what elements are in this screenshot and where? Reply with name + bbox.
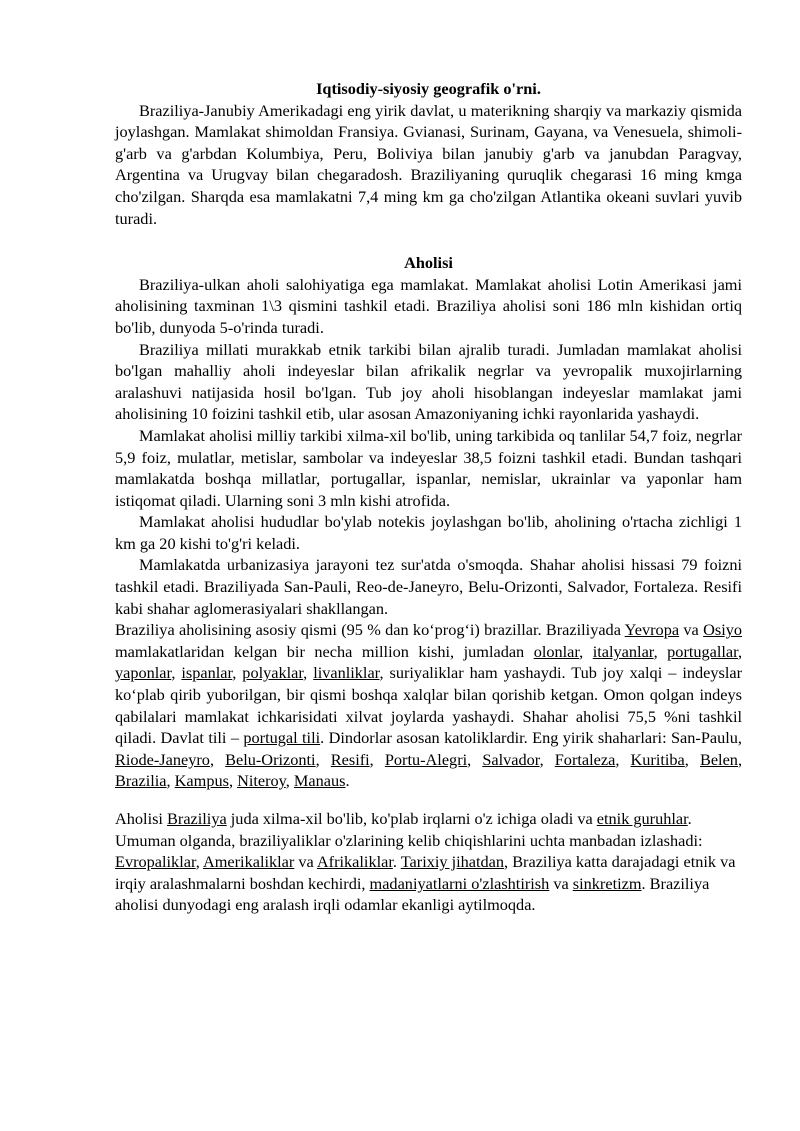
link-italyanlar[interactable]: italyanlar: [592, 641, 654, 661]
link-olonlar[interactable]: olonlar: [533, 641, 580, 661]
link-kampus[interactable]: Kampus: [174, 771, 229, 791]
paragraph-brazilians: Braziliya aholisining asosiy qismi (95 % dan ko‘prog‘i) brazillar. Braziliyada Yevropa va Osiyo mamlakatlaridan kelgan bir necha million kishi, jumladan olonlar, italyanlar, portugallar, yaponlar, ispanlar, polyaklar, livanliklar, suriyaliklar ham yashaydi. Tub joy xalqi – indeyslar ko‘plab qirib yuborilgan, bir qismi boshqa xalqlar bilan qorishib ketgan. Omon qolgan indeys qabilalari mamlakat ichkarisidati xilvat joylarda yashaydi. Shahar aholisi 75,5 %ni tashkil qiladi. Davlat tili – portugal tili. Dindorlar asosan katoliklardir. Eng yirik shaharlari: San-Paulu, Riode-Janeyro, Belu-Orizonti, Resifi, Portu-Alegri, Salvador, Fortaleza, Kuritiba, Belen, Brazilia, Kampus, Niteroy, Manaus.: [115, 620, 743, 791]
link-portugallar[interactable]: portugallar: [667, 641, 738, 661]
link-portu-alegri[interactable]: Portu-Alegri: [384, 749, 468, 769]
paragraph-urbanization: Mamlakatda urbanizasiya jarayoni tez sur'atda o'smoqda. Shahar aholisi hissasi 79 foizni tashkil etadi. Braziliyada San-Pauli, Reo-de-Janeyro, Belu-Orizonti, Salvador, Fortaleza. Resifi kabi shahar aglomerasiyalari shakllangan.: [115, 555, 742, 618]
paragraph-ethnic-composition: Braziliya millati murakkab etnik tarkibi bilan ajralib turadi. Jumladan mamlakat aholisi bo'lgan mahalliy aholi indeyeslar bilan afrikalik negrlar va yevropalik muxojirlarning aralashuvi natijasida hosil bo'lgan. Tub joy aholi hisoblangan indeyeslar mamlakat jami aholisining 10 foizini tashkil etib, ular asosan Amazoniyaning ichki rayonlarida yashaydi.: [115, 339, 742, 424]
link-belen[interactable]: Belen: [699, 749, 738, 769]
link-polyaklar[interactable]: polyaklar: [242, 663, 304, 683]
link-osiyo[interactable]: Osiyo: [703, 620, 742, 640]
intro-paragraph: Braziliya-Janubiy Amerikadagi eng yirik davlat, u materikning sharqiy va markaziy qismida joylashgan. Mamlakat shimoldan Fransiya. Gvianasi, Surinam, Gayana, va Venesuela, shimoli-g'arb va g'arbdan Kolumbiya, Peru, Boliviya bilan janubiy g'arb va janubdan Paragvay, Argentina va Urugvay bilan chegaradosh. Braziliyaning quruqlik chegarasi 16 ming kmga cho'zilgan. Sharqda esa mamlakatni 7,4 ming km ga cho'zilgan Atlantika okeani suvlari yuvib turadi.: [115, 100, 742, 228]
paragraph-national-composition: Mamlakat aholisi milliy tarkibi xilma-xil bo'lib, uning tarkibida oq tanlilar 54,7 foiz, negrlar 5,9 foiz, mulatlar, metislar, sambolar va indeyeslar 38,5 foizni tashkil etadi. Bundan tashqari mamlakatda boshqa millatlar, portugallar, ispanlar, nemislar, ukrainlar va yaponlar ham istiqomat qiladi. Ularning soni 3 mln kishi atrofida.: [115, 425, 742, 510]
section-heading-population: Aholisi: [404, 253, 453, 273]
link-yevropa[interactable]: Yevropa: [624, 620, 680, 640]
link-brazilia[interactable]: Brazilia: [115, 771, 167, 791]
link-belu-orizonti[interactable]: Belu-Orizonti: [225, 749, 316, 769]
document-title: Iqtisodiy-siyosiy geografik o'rni.: [316, 79, 541, 98]
link-madaniyatlarni-ozlashtirish[interactable]: madaniyatlarni o'zlashtirish: [369, 873, 550, 893]
link-amerikaliklar[interactable]: Amerikaliklar: [202, 852, 295, 872]
link-riode-janeyro[interactable]: Riode-Janeyro: [115, 749, 210, 769]
link-yaponlar[interactable]: yaponlar: [115, 663, 172, 683]
link-tarixiy-jihatdan[interactable]: Tarixiy jihatdan: [400, 852, 505, 872]
link-sinkretizm[interactable]: sinkretizm: [572, 873, 642, 893]
link-afrikaliklar[interactable]: Afrikaliklar: [316, 852, 393, 872]
link-niteroy[interactable]: Niteroy: [237, 771, 286, 791]
link-salvador[interactable]: Salvador: [482, 749, 540, 769]
link-braziliya[interactable]: Braziliya: [167, 809, 227, 828]
link-manaus[interactable]: Manaus: [293, 771, 346, 791]
paragraph-ethnic-groups: Aholisi Braziliya juda xilma-xil bo'lib, ko'plab irqlarni o'z ichiga oladi va etnik guruhlar. Umuman olganda, braziliyaliklar o'zlarining kelib chiqishlarini uchta manbadan izlashadi: Evropaliklar, Amerikaliklar va Afrikaliklar. Tarixiy jihatdan, Braziliya katta darajadagi etnik va irqiy aralashmalarni boshdan kechirdi, madaniyatlarni o'zlashtirish va sinkretizm. Braziliya aholisi dunyodagi eng aralash irqli odamlar ekanligi aytilmoqda.: [115, 809, 736, 915]
link-fortaleza[interactable]: Fortaleza: [554, 749, 616, 769]
document-page: [115, 78, 742, 916]
paragraph-population-size: Braziliya-ulkan aholi salohiyatiga ega mamlakat. Mamlakat aholisi Lotin Amerikasi jami aholisining taxminan 1\3 qismini tashkil etadi. Braziliya aholisi soni 186 mln kishidan ortiq bo'lib, dunyoda 5-o'rinda turadi.: [115, 274, 742, 337]
link-etnik-guruhlar[interactable]: etnik guruhlar: [596, 809, 688, 828]
link-livanliklar[interactable]: livanliklar: [313, 663, 380, 683]
link-evropaliklar[interactable]: Evropaliklar: [115, 852, 196, 872]
link-resifi[interactable]: Resifi: [330, 749, 370, 769]
link-portugal-tili[interactable]: portugal tili: [243, 728, 321, 748]
link-kuritiba[interactable]: Kuritiba: [630, 749, 685, 769]
link-ispanlar[interactable]: ispanlar: [181, 663, 233, 683]
paragraph-population-density: Mamlakat aholisi hududlar bo'ylab notekis joylashgan bo'lib, aholining o'rtacha zichligi 1 km ga 20 kishi to'g'ri keladi.: [115, 512, 742, 553]
